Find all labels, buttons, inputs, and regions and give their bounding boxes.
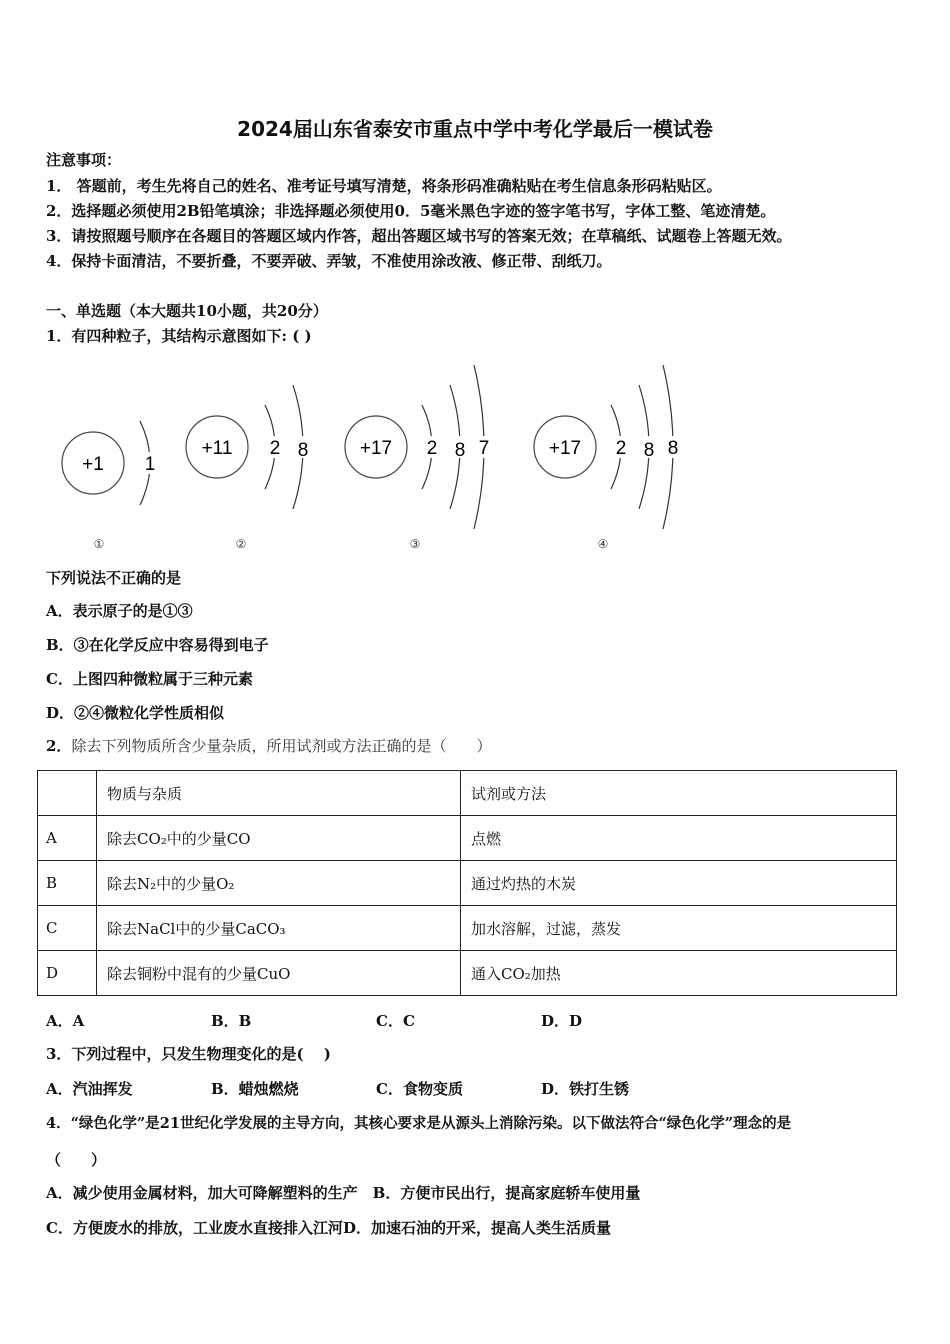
electron-count: 8 [643, 440, 655, 461]
table-cell: 除去N₂中的少量O₂ [97, 861, 461, 906]
table-header-row [38, 771, 897, 816]
question-3-stem: 3．下列过程中，只发生物理变化的是( ) [46, 1045, 331, 1063]
question-4-paren: （ ） [46, 1151, 107, 1169]
electron-count: 2 [615, 438, 627, 459]
question-1-prompt: 下列说法不正确的是 [46, 569, 182, 587]
question-4-options-line-1[interactable]: A．减少使用金属材料，加大可降解塑料的生产 B．方便市民出行，提高家庭轿车使用量 [46, 1184, 641, 1202]
electron-count: 1 [144, 454, 156, 475]
electron-count: 8 [297, 440, 309, 461]
particle-label: ④ [597, 537, 609, 551]
question-1-option-d[interactable]: D．②④微粒化学性质相似 [46, 704, 225, 722]
table-cell: 点燃 [461, 816, 897, 861]
question-3-option-c[interactable]: C．食物变质 [376, 1080, 463, 1098]
page-title: 2024届山东省泰安市重点中学中考化学最后一模试卷 [237, 117, 713, 141]
table-cell: A [38, 816, 97, 861]
table-cell: 除去CO₂中的少量CO [97, 816, 461, 861]
table-header-cell [38, 771, 97, 816]
question-2-option-b[interactable]: B．B [211, 1012, 252, 1030]
question-2-number: 2． [46, 737, 72, 755]
question-2-option-a[interactable]: A．A [46, 1012, 85, 1030]
section-heading: 一、单选题（本大题共10小题，共20分） [46, 302, 328, 320]
notice-item: 3．请按照题号顺序在各题目的答题区域内作答，超出答题区域书写的答案无效；在草稿纸、试题卷上答题无效。 [46, 227, 792, 245]
table-cell: 通过灼热的木炭 [461, 861, 897, 906]
electron-count: 8 [454, 440, 466, 461]
question-3-option-b[interactable]: B．蜡烛燃烧 [211, 1080, 299, 1098]
table-header-cell: 试剂或方法 [461, 771, 897, 816]
question-1-option-a[interactable]: A．表示原子的是①③ [46, 602, 193, 620]
electron-count: 2 [426, 438, 438, 459]
question-2-stem [46, 737, 491, 755]
question-2-table [37, 770, 897, 996]
table-cell: 除去铜粉中混有的少量CuO [97, 951, 461, 996]
table-cell: D [38, 951, 97, 996]
question-3-option-d[interactable]: D．铁打生锈 [541, 1080, 630, 1098]
atomic-structure-diagram [40, 355, 700, 555]
table-header-cell: 物质与杂质 [97, 771, 461, 816]
table-cell: 除去NaCl中的少量CaCO₃ [97, 906, 461, 951]
notice-item: 4．保持卡面清洁，不要折叠，不要弄破、弄皱，不准使用涂改液、修正带、刮纸刀。 [46, 252, 612, 270]
particle-label: ③ [409, 537, 421, 551]
question-2-option-c[interactable]: C．C [376, 1012, 415, 1030]
electron-count: 2 [269, 438, 281, 459]
nucleus-charge: +11 [201, 438, 233, 459]
question-1-option-b[interactable]: B．③在化学反应中容易得到电子 [46, 636, 269, 654]
particle-label: ① [93, 537, 105, 551]
table-row [38, 861, 897, 906]
electron-count: 8 [667, 438, 679, 459]
nucleus-charge: +1 [82, 454, 104, 475]
question-4-options-line-2[interactable]: C．方便废水的排放，工业废水直接排入江河D．加速石油的开采，提高人类生活质量 [46, 1219, 611, 1237]
notice-heading: 注意事项： [46, 151, 122, 169]
nucleus-charge: +17 [359, 438, 393, 459]
question-4-stem: 4．“绿色化学”是21世纪化学发展的主导方向，其核心要求是从源头上消除污染。以下做法符合“绿色化学”理念的是 [46, 1115, 792, 1132]
question-1-stem: 1．有四种粒子，其结构示意图如下: ( ) [46, 327, 312, 345]
table-cell: 加水溶解，过滤，蒸发 [461, 906, 897, 951]
table-row [38, 816, 897, 861]
table-row [38, 906, 897, 951]
electron-count: 7 [478, 438, 490, 459]
particle-label: ② [235, 537, 247, 551]
notice-item: 1． 答题前，考生先将自己的姓名、准考证号填写清楚，将条形码准确粘贴在考生信息条形码粘贴区。 [46, 177, 722, 195]
question-2-text: 除去下列物质所含少量杂质，所用试剂或方法正确的是（ ） [71, 737, 492, 755]
question-2-option-d[interactable]: D．D [541, 1012, 583, 1030]
question-1-option-c[interactable]: C．上图四种微粒属于三种元素 [46, 670, 253, 688]
table-row [38, 951, 897, 996]
question-3-option-a[interactable]: A．汽油挥发 [46, 1080, 133, 1098]
notice-item: 2．选择题必须使用2B铅笔填涂；非选择题必须使用0．5毫米黑色字迹的签字笔书写，字体工整、笔迹清楚。 [46, 202, 776, 220]
table-cell: B [38, 861, 97, 906]
table-cell: C [38, 906, 97, 951]
nucleus-charge: +17 [548, 438, 582, 459]
table-cell: 通入CO₂加热 [461, 951, 897, 996]
